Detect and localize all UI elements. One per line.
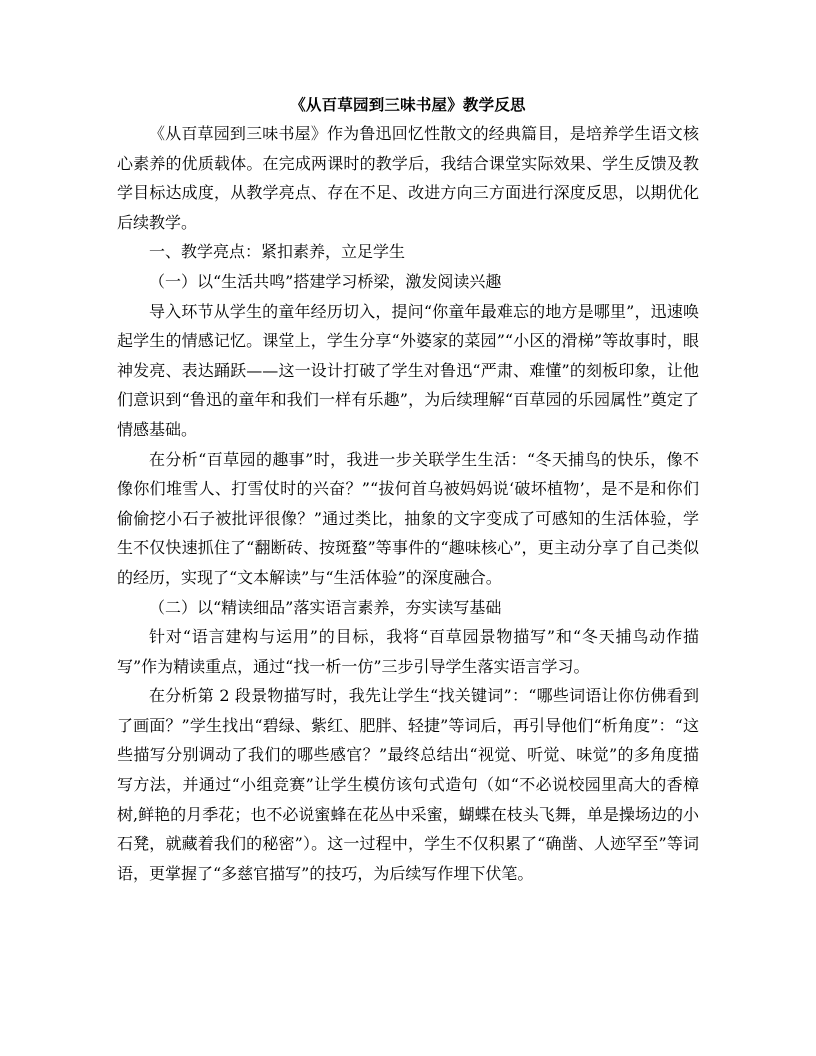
section-heading-1: 一、教学亮点：紧扣素养，立足学生	[149, 242, 406, 262]
document-title: 《从百草园到三味书屋》教学反思	[290, 95, 526, 114]
document-page	[117, 96, 699, 888]
intro-paragraph: 《从百草园到三味书屋》作为鲁迅回忆性散文的经典篇目，是培养学生语文核心素养的优质载体。在完成两课时的教学后，我结合课堂实际效果、学生反馈及教学目标达成度，从教学亮点、存在不足、改进方向三方面进行深度反思，以期优化后续教学。	[117, 124, 699, 232]
body-paragraph: 导入环节从学生的童年经历切入，提问“你童年最难忘的地方是哪里”，迅速唤起学生的情感记忆。课堂上，学生分享“外婆家的菜园”“小区的滑梯”等故事时，眼神发亮、表达踊跃——这一设计打破了学生对鲁迅“严肃、难懂”的刻板印象，让他们意识到“鲁迅的童年和我们一样有乐趣”，为后续理解“百草园的乐园属性”奠定了情感基础。	[117, 301, 699, 439]
body-paragraph: 在分析第 2 段景物描写时，我先让学生“找关键词”：“哪些词语让你仿佛看到了画面？”学生找出“碧绿、紫红、肥胖、轻捷”等词后，再引导他们“析角度”：“这些描写分别调动了我们的哪些感官？”最终总结出“视觉、听觉、味觉”的多角度描写方法，并通过“小组竞赛”让学生模仿该句式造句（如“不必说校园里高大的香樟树,鲜艳的月季花；也不必说蜜蜂在花丛中采蜜，蝴蝶在枝头飞舞，单是操场边的小石凳，就藏着我们的秘密”）。这一过程中，学生不仅积累了“确凿、人迹罕至”等词语，更掌握了“多慈官描写”的技巧，为后续写作埋下伏笔。	[117, 686, 699, 883]
body-paragraph: 在分析“百草园的趣事”时，我进一步关联学生生活：“冬天捕鸟的快乐，像不像你们堆雪人、打雪仗时的兴奋？”“拔何首乌被妈妈说‘破坏植物’，是不是和你们偷偷挖小石子被批评很像？”通过类比，抽象的文字变成了可感知的生活体验，学生不仅快速抓住了“翻断砖、按斑蝥”等事件的“趣味核心”，更主动分享了自己类似的经历，实现了“文本解读”与“生活体验”的深度融合。	[117, 449, 699, 587]
body-paragraph: 针对“语言建构与运用”的目标，我将“百草园景物描写”和“冬天捕鸟动作描写”作为精读重点，通过“找一析一仿”三步引导学生落实语言学习。	[117, 627, 699, 676]
subsection-heading-1: （一）以“生活共鸣”搭建学习桥梁，激发阅读兴趣	[149, 271, 502, 291]
subsection-heading-2: （二）以“精读细品”落实语言素养，夯实读写基础	[149, 597, 502, 617]
